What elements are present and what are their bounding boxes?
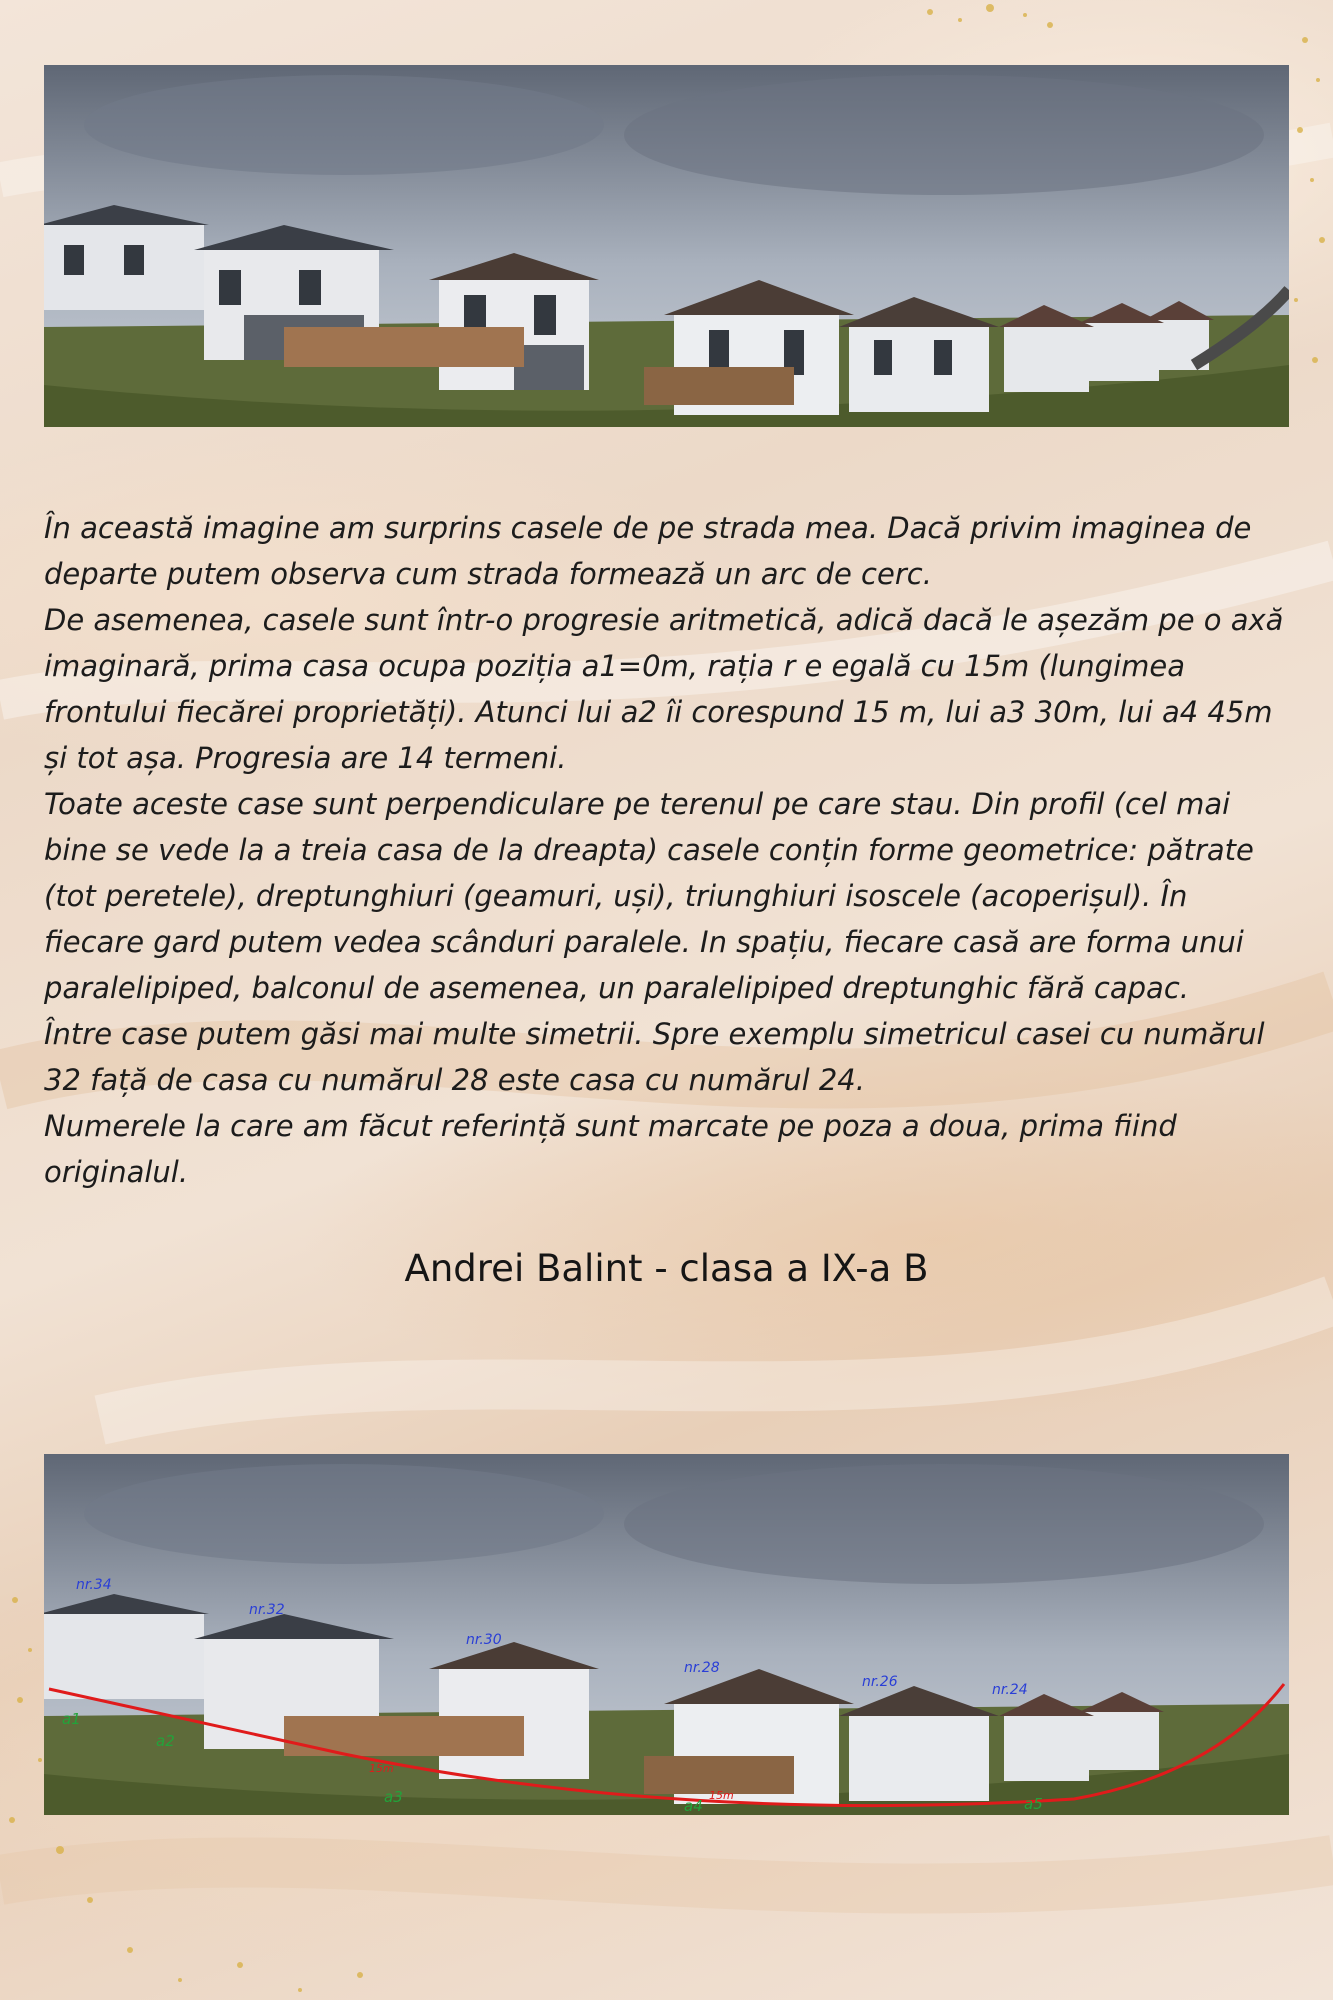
house-label-28: nr.28 [684,1660,720,1676]
distance-label-1: 15m [369,1762,394,1775]
distance-label-2: 15m [709,1789,734,1802]
paragraph-reference: Numerele la care am făcut referință sunt marcate pe poza a doua, prima fiind originalul. [44,1109,1177,1189]
street-photo-annotated [44,1454,1289,1815]
house-label-30: nr.30 [466,1632,502,1648]
house-label-32: nr.32 [249,1602,285,1618]
author-line: Andrei Balint - clasa a IX-a B [404,1247,929,1290]
house-label-24: nr.24 [992,1682,1028,1698]
house-1 [44,205,209,310]
paragraph-geometry: Toate aceste case sunt perpendiculare pe terenul pe care stau. Din profil (cel mai bine se vede la a treia casa de la dreapta) casele conțin forme geometrice: pătrate (tot peretele), dreptunghiuri (geamuri, uși), triunghiuri isoscele (acoperișul). În fiecare gard putem vedea scânduri paralele. In spațiu, fiecare casă are forma unui paralelipiped, balconul de asemenea, un paralelipiped dreptunghic fără capac. [44,787,1254,1005]
term-label-a1: a1 [62,1710,81,1728]
term-label-a2: a2 [156,1732,175,1750]
term-label-a4: a4 [684,1797,703,1815]
paragraph-symmetry: Între case putem găsi mai multe simetrii. Spre exemplu simetricul casei cu numărul 32 față de casa cu numărul 28 este casa cu numărul 24. [44,1017,1265,1097]
term-label-a5: a5 [1024,1795,1043,1813]
description-text [44,505,1294,1195]
paragraph-progression: De asemenea, casele sunt într-o progresie aritmetică, adică dacă le așezăm pe o axă imaginară, prima casa ocupa poziția a1=0m, rația r e egală cu 15m (lungimea frontului fiecărei proprietăți). Atunci lui a2 îi corespund 15 m, lui a3 30m, lui a4 45m și tot așa. Progresia are 14 termeni. [44,603,1284,775]
house-label-26: nr.26 [862,1674,898,1690]
paragraph-arc: În această imagine am surprins casele de pe strada mea. Dacă privim imaginea de departe putem observa cum strada formează un arc de cerc. [44,511,1252,591]
street-photo-original [44,65,1289,427]
house-3 [429,253,599,390]
house-label-34: nr.34 [76,1577,112,1593]
term-label-a3: a3 [384,1788,403,1806]
